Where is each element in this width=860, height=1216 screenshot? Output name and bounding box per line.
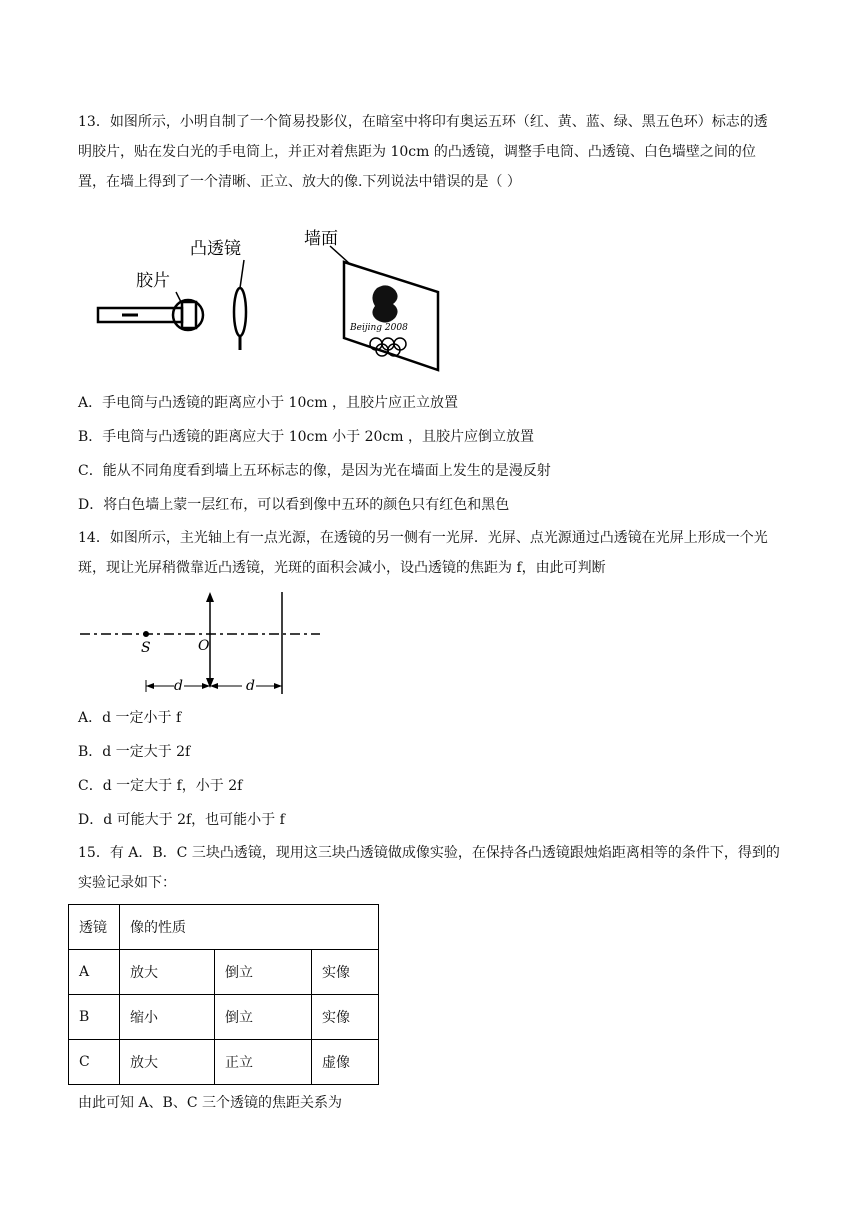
cell-lens: C: [69, 1040, 120, 1085]
olympic-emblem: [372, 285, 397, 322]
label-d1: d: [174, 678, 183, 694]
cell-lens: B: [69, 995, 120, 1040]
table-row: [69, 950, 379, 995]
q14-option-a: A．d 一定小于 f: [78, 710, 182, 726]
label-lens: 凸透镜: [190, 239, 241, 259]
q14-lens-figure: [78, 590, 322, 698]
cell-size: 放大: [120, 1040, 215, 1085]
table-header-row: [69, 905, 379, 950]
header-nature: 像的性质: [120, 905, 379, 950]
q13-option-c: C．能从不同角度看到墙上五环标志的像，是因为光在墙面上发生的是漫反射: [78, 463, 551, 479]
q14-option-b: B．d 一定大于 2f: [78, 744, 191, 760]
label-wall: 墙面: [304, 229, 338, 249]
film: [173, 300, 203, 330]
cell-kind: 实像: [312, 995, 379, 1040]
cell-size: 放大: [120, 950, 215, 995]
cell-lens: A: [69, 950, 120, 995]
table-row: [69, 995, 379, 1040]
q13-projector-figure: [92, 226, 452, 374]
convex-lens: [234, 288, 246, 336]
cell-kind: 虚像: [312, 1040, 379, 1085]
q13-option-a: A．手电筒与凸透镜的距离应小于 10cm ，且胶片应正立放置: [78, 395, 458, 411]
q13-stem: 13．如图所示，小明自制了一个简易投影仪，在暗室中将印有奥运五环（红、黄、蓝、绿、黑五色环）标志的透明胶片，贴在发白光的手电筒上，并正对着焦距为 10cm 的凸透镜，调整手电筒、凸透镜、白色墙壁之间的位置，在墙上得到了一个清晰、正立、放大的像.下列说法中错误的是（ ）: [78, 114, 768, 190]
table-row: [69, 1040, 379, 1085]
label-o: O: [198, 638, 210, 654]
q14-stem: 14．如图所示，主光轴上有一点光源，在透镜的另一侧有一光屏．光屏、点光源通过凸透镜在光屏上形成一个光斑，现让光屏稍微靠近凸透镜，光斑的面积会减小，设凸透镜的焦距为 f，由此可判断: [78, 530, 768, 576]
point-source: [143, 631, 149, 637]
flashlight-head: [182, 302, 196, 328]
cell-orientation: 正立: [215, 1040, 312, 1085]
label-film: 胶片: [136, 271, 170, 291]
q15-conclusion: 由此可知 A、B、C 三个透镜的焦距关系为: [78, 1095, 343, 1111]
q13-option-b: B．手电筒与凸透镜的距离应大于 10cm 小于 20cm ，且胶片应倒立放置: [78, 429, 534, 445]
label-s: S: [141, 640, 151, 656]
experiment-table: [68, 904, 379, 1085]
label-d2: d: [246, 678, 255, 694]
cell-size: 缩小: [120, 995, 215, 1040]
wall-text: Beijing 2008: [350, 323, 408, 333]
q15-stem: 15．有 A．B．C 三块凸透镜，现用这三块凸透镜做成像实验，在保持各凸透镜跟烛焰距离相等的条件下，得到的实验记录如下：: [78, 845, 780, 891]
q13-option-d: D．将白色墙上蒙一层红布，可以看到像中五环的颜色只有红色和黑色: [78, 497, 510, 513]
flashlight: [98, 308, 182, 322]
header-lens: 透镜: [69, 905, 120, 950]
cell-orientation: 倒立: [215, 950, 312, 995]
cell-orientation: 倒立: [215, 995, 312, 1040]
q14-option-c: C．d 一定大于 f，小于 2f: [78, 778, 243, 794]
cell-kind: 实像: [312, 950, 379, 995]
q14-option-d: D．d 可能大于 2f，也可能小于 f: [78, 812, 285, 828]
